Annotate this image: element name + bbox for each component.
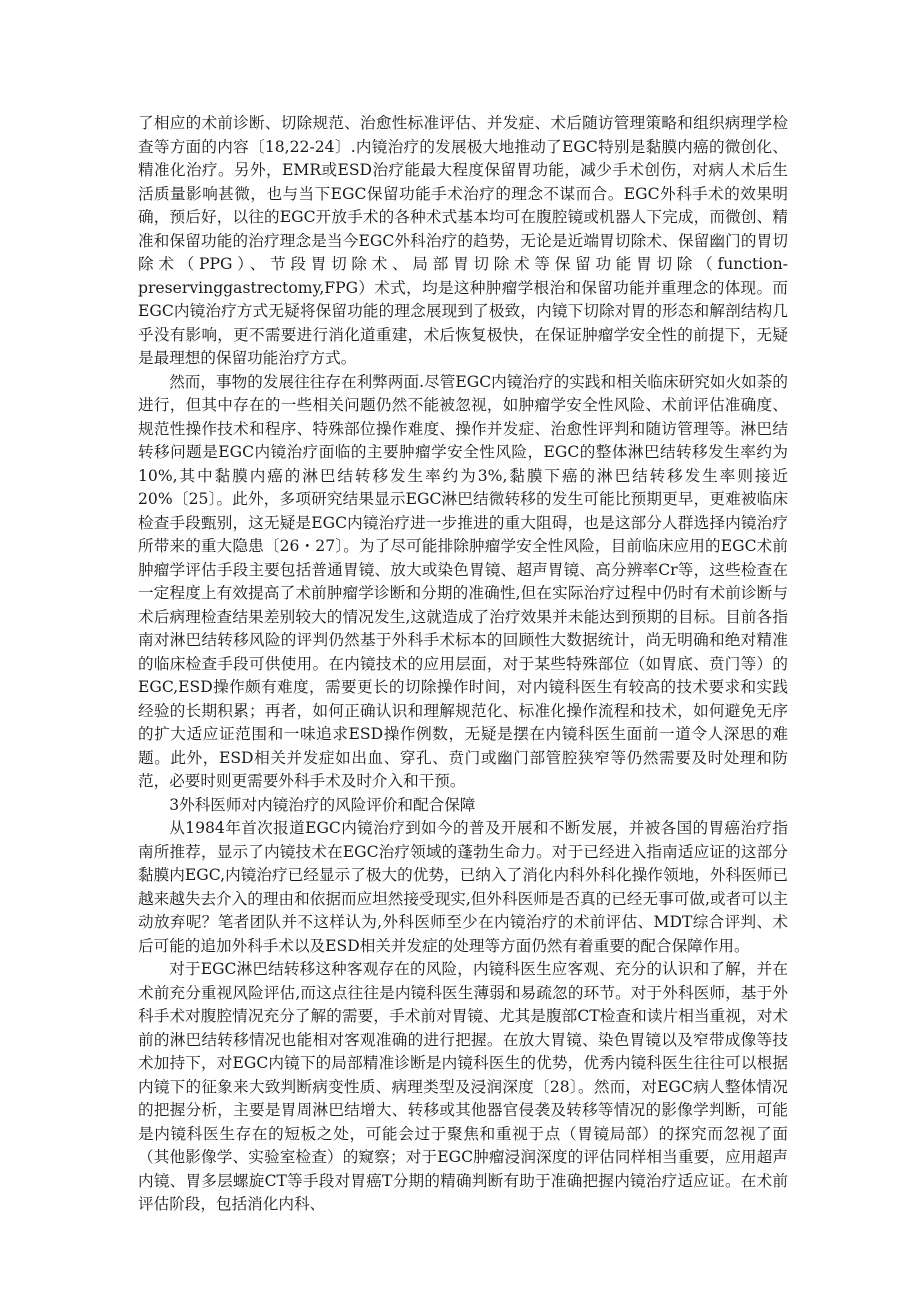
paragraph-4: 对于EGC淋巴结转移这种客观存在的风险，内镜科医生应客观、充分的认识和了解，并在术前充分重视风险评估,而这点往往是内镜科医生薄弱和易疏忽的环节。对于外科医师，基于外科手术对腹腔情况充分了解的需要，手术前对胃镜、尤其是腹部CT检查和读片相当重视，对术前的淋巴结转移情况也能相对客观准确的进行把握。在放大胃镜、染色胃镜以及窄带成像等技术加持下，对EGC内镜下的局部精准诊断是内镜科医生的优势，优秀内镜科医生往往可以根据内镜下的征象来大致判断病变性质、病理类型及浸润深度〔28〕。然而，对EGC病人整体情况的把握分析，主要是胃周淋巴结增大、转移或其他器官侵袭及转移等情况的影像学判断，可能是内镜科医生存在的短板之处，可能会过于聚焦和重视于点（胃镜局部）的探究而忽视了面（其他影像学、实验室检查）的窥察；对于EGC肿瘤浸润深度的评估同样相当重要，应用超声内镜、胃多层螺旋CT等手段对胃癌T分期的精确判断有助于准确把握内镜治疗适应证。在术前评估阶段，包括消化内科、 [138,960,788,1213]
paragraph-1: 了相应的术前诊断、切除规范、治愈性标准评估、并发症、术后随访管理策略和组织病理学检查等方面的内容〔18,22-24〕.内镜治疗的发展极大地推动了EGC特别是黏膜内癌的微创化、精准化治疗。另外，EMR或ESD治疗能最大程度保留胃功能，减少手术创伤，对病人术后生活质量影响甚微，也与当下EGC保留功能手术治疗的理念不谋而合。EGC外科手术的效果明确，预后好，以往的EGC开放手术的各种术式基本均可在腹腔镜或机器人下完成，而微创、精准和保留功能的治疗理念是当今EGC外科治疗的趋势，无论是近端胃切除术、保留幽门的胃切除术（PPG）、节段胃切除术、局部胃切除术等保留功能胃切除（function-preservinggastrectomy,FPG）术式，均是这种肿瘤学根治和保留功能并重理念的体现。而EGC内镜治疗方式无疑将保留功能的理念展现到了极致，内镜下切除对胃的形态和解剖结构几乎没有影响，更不需要进行消化道重建，术后恢复极快，在保证肿瘤学安全性的前提下，无疑是最理想的保留功能治疗方式。 [138,114,788,367]
paragraph-2: 然而，事物的发展往往存在利弊两面.尽管EGC内镜治疗的实践和相关临床研究如火如荼的进行，但其中存在的一些相关问题仍然不能被忽视，如肿瘤学安全性风险、术前评估准确度、规范性操作技术和程序、特殊部位操作难度、操作并发症、治愈性评判和随访管理等。淋巴结转移问题是EGC内镜治疗面临的主要肿瘤学安全性风险，EGC的整体淋巴结转移发生率约为10%,其中黏膜内癌的淋巴结转移发生率约为3%,黏膜下癌的淋巴结转移发生率则接近20%〔25〕。此外，多项研究结果显示EGC淋巴结微转移的发生可能比预期更早，更难被临床检查手段甄别，这无疑是EGC内镜治疗进一步推进的重大阻碍，也是这部分人群选择内镜治疗所带来的重大隐患〔26・27〕。为了尽可能排除肿瘤学安全性风险，目前临床应用的EGC术前肿瘤学评估手段主要包括普通胃镜、放大或染色胃镜、超声胃镜、高分辨率Cr等，这些检查在一定程度上有效提高了术前肿瘤学诊断和分期的准确性,但在实际治疗过程中仍时有术前诊断与术后病理检查结果差别较大的情况发生,这就造成了治疗效果并未能达到预期的目标。目前各指南对淋巴结转移风险的评判仍然基于外科手术标本的回顾性大数据统计，尚无明确和绝对精准的临床检查手段可供使用。在内镜技术的应用层面，对于某些特殊部位（如胃底、贲门等）的EGC,ESD操作颇有难度，需要更长的切除操作时间，对内镜科医生有较高的技术要求和实践经验的长期积累；再者，如何正确认识和理解规范化、标准化操作流程和技术，如何避免无序的扩大适应证范围和一味追求ESD操作例数，无疑是摆在内镜科医生面前一道令人深思的难题。此外，ESD相关并发症如出血、穿孔、贲门或幽门部管腔狭窄等仍然需要及时处理和防范，必要时则更需要外科手术及时介入和干预。 [138,372,788,790]
paragraph-3: 从1984年首次报道EGC内镜治疗到如今的普及开展和不断发展，并被各国的胃癌治疗指南所推荐，显示了内镜技术在EGC治疗领域的蓬勃生命力。对于已经进入指南适应证的这部分黏膜内EGC,内镜治疗已经显示了极大的优势，已纳入了消化内科外科化操作领地，外科医师已越来越失去介入的理由和依据而应坦然接受现实,但外科医师是否真的已经无事可做,或者可以主动放弃呢？笔者团队并不这样认为,外科医师至少在内镜治疗的术前评估、MDT综合评判、术后可能的追加外科手术以及ESD相关并发症的处理等方面仍然有着重要的配合保障作用。 [138,819,788,955]
section-heading: 3外科医师对内镜治疗的风险评价和配合保障 [169,795,476,814]
document-body [138,112,788,1217]
